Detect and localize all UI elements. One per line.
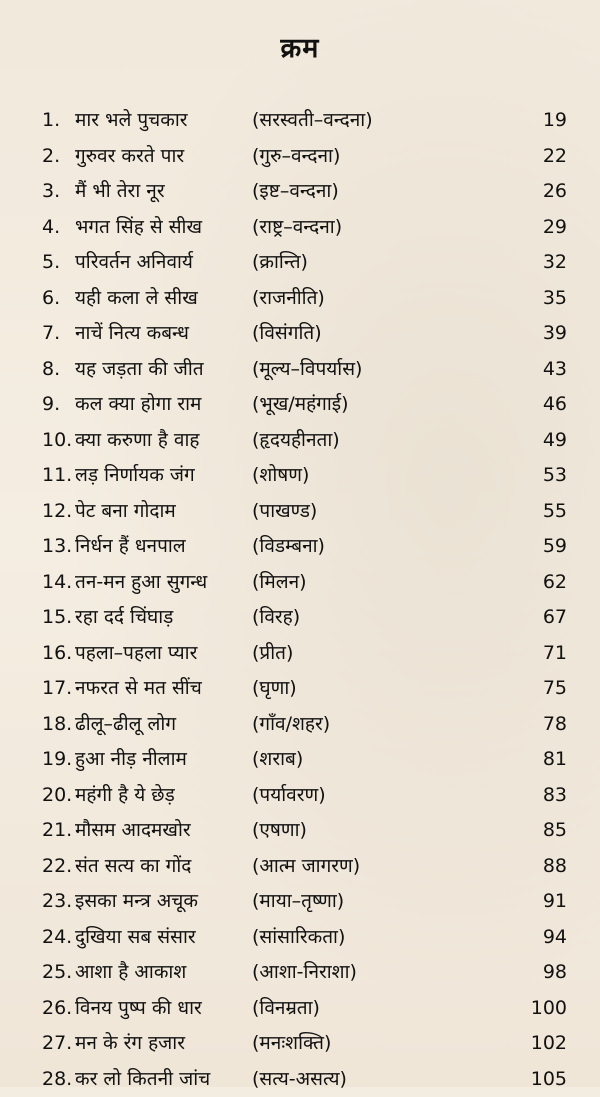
entry-page-number: 81 bbox=[543, 742, 567, 778]
entry-theme: (शराब) bbox=[252, 742, 303, 778]
entry-theme: (आत्म जागरण) bbox=[252, 849, 360, 885]
toc-entry bbox=[0, 387, 600, 423]
entry-heading: भगत सिंह से सीख bbox=[75, 210, 202, 246]
entry-page-number: 29 bbox=[543, 210, 567, 246]
entry-heading: मार भले पुचकार bbox=[75, 103, 188, 139]
entry-number: 9. bbox=[42, 387, 60, 423]
entry-theme: (पर्यावरण) bbox=[252, 778, 326, 814]
table-of-contents bbox=[0, 103, 600, 1097]
toc-entry bbox=[0, 707, 600, 743]
entry-page-number: 43 bbox=[543, 352, 567, 388]
entry-page-number: 53 bbox=[543, 458, 567, 494]
entry-heading: इसका मन्त्र अचूक bbox=[75, 884, 198, 920]
entry-page-number: 94 bbox=[543, 920, 567, 956]
toc-entry bbox=[0, 139, 600, 175]
entry-page-number: 46 bbox=[543, 387, 567, 423]
entry-heading: परिवर्तन अनिवार्य bbox=[75, 245, 193, 281]
entry-theme: (सांसारिकता) bbox=[252, 920, 345, 956]
toc-entry bbox=[0, 636, 600, 672]
entry-number: 13. bbox=[42, 529, 72, 565]
entry-page-number: 102 bbox=[531, 1026, 567, 1062]
entry-number: 22. bbox=[42, 849, 72, 885]
entry-page-number: 83 bbox=[543, 778, 567, 814]
entry-theme: (मूल्य–विपर्यास) bbox=[252, 352, 362, 388]
toc-entry bbox=[0, 174, 600, 210]
entry-heading: नाचें नित्य कबन्ध bbox=[75, 316, 189, 352]
entry-theme: (सत्य-असत्य) bbox=[252, 1062, 347, 1097]
entry-heading: हुआ नीड़ नीलाम bbox=[75, 742, 187, 778]
entry-number: 21. bbox=[42, 813, 72, 849]
entry-theme: (विडम्बना) bbox=[252, 529, 325, 565]
entry-number: 2. bbox=[42, 139, 60, 175]
entry-page-number: 88 bbox=[543, 849, 567, 885]
toc-entry bbox=[0, 955, 600, 991]
toc-entry bbox=[0, 884, 600, 920]
entry-heading: महंगी है ये छेड़ bbox=[75, 778, 175, 814]
entry-theme: (पाखण्ड) bbox=[252, 494, 317, 530]
entry-number: 19. bbox=[42, 742, 72, 778]
toc-entry bbox=[0, 671, 600, 707]
entry-heading: मौसम आदमखोर bbox=[75, 813, 191, 849]
entry-number: 3. bbox=[42, 174, 60, 210]
entry-theme: (एषणा) bbox=[252, 813, 307, 849]
entry-heading: मन के रंग हजार bbox=[75, 1026, 185, 1062]
entry-theme: (मिलन) bbox=[252, 565, 307, 601]
toc-entry bbox=[0, 1026, 600, 1062]
entry-theme: (विनम्रता) bbox=[252, 991, 320, 1027]
entry-page-number: 78 bbox=[543, 707, 567, 743]
entry-page-number: 22 bbox=[543, 139, 567, 175]
entry-theme: (घृणा) bbox=[252, 671, 297, 707]
entry-theme: (राष्ट्र–वन्दना) bbox=[252, 210, 342, 246]
entry-number: 10. bbox=[42, 423, 72, 459]
entry-theme: (राजनीति) bbox=[252, 281, 325, 317]
entry-heading: आशा है आकाश bbox=[75, 955, 186, 991]
entry-heading: रहा दर्द चिंघाड़ bbox=[75, 600, 173, 636]
entry-number: 15. bbox=[42, 600, 72, 636]
toc-entry bbox=[0, 423, 600, 459]
toc-entry bbox=[0, 778, 600, 814]
entry-theme: (आशा-निराशा) bbox=[252, 955, 357, 991]
entry-number: 7. bbox=[42, 316, 60, 352]
entry-heading: पेट बना गोदाम bbox=[75, 494, 176, 530]
entry-heading: यही कला ले सीख bbox=[75, 281, 198, 317]
entry-number: 5. bbox=[42, 245, 60, 281]
entry-theme: (सरस्वती–वन्दना) bbox=[252, 103, 373, 139]
toc-entry bbox=[0, 600, 600, 636]
page-title: क्रम bbox=[0, 28, 600, 65]
entry-page-number: 71 bbox=[543, 636, 567, 672]
entry-theme: (गुरु–वन्दना) bbox=[252, 139, 340, 175]
toc-entry bbox=[0, 352, 600, 388]
entry-heading: लड़ निर्णायक जंग bbox=[75, 458, 195, 494]
toc-entry bbox=[0, 316, 600, 352]
entry-number: 20. bbox=[42, 778, 72, 814]
entry-page-number: 62 bbox=[543, 565, 567, 601]
entry-theme: (प्रीत) bbox=[252, 636, 293, 672]
entry-number: 12. bbox=[42, 494, 72, 530]
entry-heading: तन-मन हुआ सुगन्ध bbox=[75, 565, 207, 601]
entry-page-number: 75 bbox=[543, 671, 567, 707]
toc-entry bbox=[0, 991, 600, 1027]
entry-theme: (इष्ट–वन्दना) bbox=[252, 174, 339, 210]
entry-number: 4. bbox=[42, 210, 60, 246]
entry-theme: (भूख/महंगाई) bbox=[252, 387, 349, 423]
entry-page-number: 91 bbox=[543, 884, 567, 920]
toc-entry bbox=[0, 458, 600, 494]
toc-entry bbox=[0, 494, 600, 530]
entry-page-number: 32 bbox=[543, 245, 567, 281]
entry-page-number: 55 bbox=[543, 494, 567, 530]
entry-heading: निर्धन हैं धनपाल bbox=[75, 529, 186, 565]
toc-entry bbox=[0, 813, 600, 849]
entry-heading: दुखिया सब संसार bbox=[75, 920, 196, 956]
entry-page-number: 19 bbox=[543, 103, 567, 139]
entry-number: 27. bbox=[42, 1026, 72, 1062]
entry-page-number: 26 bbox=[543, 174, 567, 210]
entry-number: 8. bbox=[42, 352, 60, 388]
toc-entry bbox=[0, 565, 600, 601]
toc-entry bbox=[0, 849, 600, 885]
entry-number: 14. bbox=[42, 565, 72, 601]
entry-number: 24. bbox=[42, 920, 72, 956]
toc-entry bbox=[0, 210, 600, 246]
entry-number: 28. bbox=[42, 1062, 72, 1097]
entry-heading: संत सत्य का गोंद bbox=[75, 849, 191, 885]
entry-page-number: 59 bbox=[543, 529, 567, 565]
entry-number: 18. bbox=[42, 707, 72, 743]
entry-theme: (विसंगति) bbox=[252, 316, 322, 352]
entry-heading: कर लो कितनी जांच bbox=[75, 1062, 210, 1097]
toc-entry bbox=[0, 103, 600, 139]
entry-page-number: 100 bbox=[531, 991, 567, 1027]
entry-page-number: 98 bbox=[543, 955, 567, 991]
toc-entry bbox=[0, 529, 600, 565]
toc-entry bbox=[0, 742, 600, 778]
entry-number: 16. bbox=[42, 636, 72, 672]
entry-heading: मैं भी तेरा नूर bbox=[75, 174, 165, 210]
entry-heading: पहला–पहला प्यार bbox=[75, 636, 197, 672]
entry-number: 25. bbox=[42, 955, 72, 991]
toc-entry bbox=[0, 920, 600, 956]
entry-theme: (विरह) bbox=[252, 600, 300, 636]
entry-theme: (हृदयहीनता) bbox=[252, 423, 340, 459]
entry-page-number: 67 bbox=[543, 600, 567, 636]
entry-heading: नफरत से मत सींच bbox=[75, 671, 202, 707]
entry-heading: गुरुवर करते पार bbox=[75, 139, 184, 175]
entry-number: 23. bbox=[42, 884, 72, 920]
entry-page-number: 35 bbox=[543, 281, 567, 317]
entry-theme: (माया–तृष्णा) bbox=[252, 884, 344, 920]
entry-heading: यह जड़ता की जीत bbox=[75, 352, 204, 388]
entry-page-number: 49 bbox=[543, 423, 567, 459]
entry-page-number: 85 bbox=[543, 813, 567, 849]
entry-theme: (मनःशक्ति) bbox=[252, 1026, 331, 1062]
entry-heading: विनय पुष्प की धार bbox=[75, 991, 202, 1027]
toc-entry bbox=[0, 281, 600, 317]
entry-heading: ढीलू–ढीलू लोग bbox=[75, 707, 176, 743]
entry-heading: कल क्या होगा राम bbox=[75, 387, 201, 423]
entry-number: 26. bbox=[42, 991, 72, 1027]
entry-page-number: 105 bbox=[531, 1062, 567, 1097]
entry-theme: (क्रान्ति) bbox=[252, 245, 308, 281]
entry-theme: (गाँव/शहर) bbox=[252, 707, 330, 743]
entry-heading: क्या करुणा है वाह bbox=[75, 423, 200, 459]
toc-entry bbox=[0, 1062, 600, 1097]
entry-page-number: 39 bbox=[543, 316, 567, 352]
entry-number: 6. bbox=[42, 281, 60, 317]
entry-number: 17. bbox=[42, 671, 72, 707]
toc-entry bbox=[0, 245, 600, 281]
entry-number: 1. bbox=[42, 103, 60, 139]
entry-number: 11. bbox=[42, 458, 72, 494]
entry-theme: (शोषण) bbox=[252, 458, 309, 494]
